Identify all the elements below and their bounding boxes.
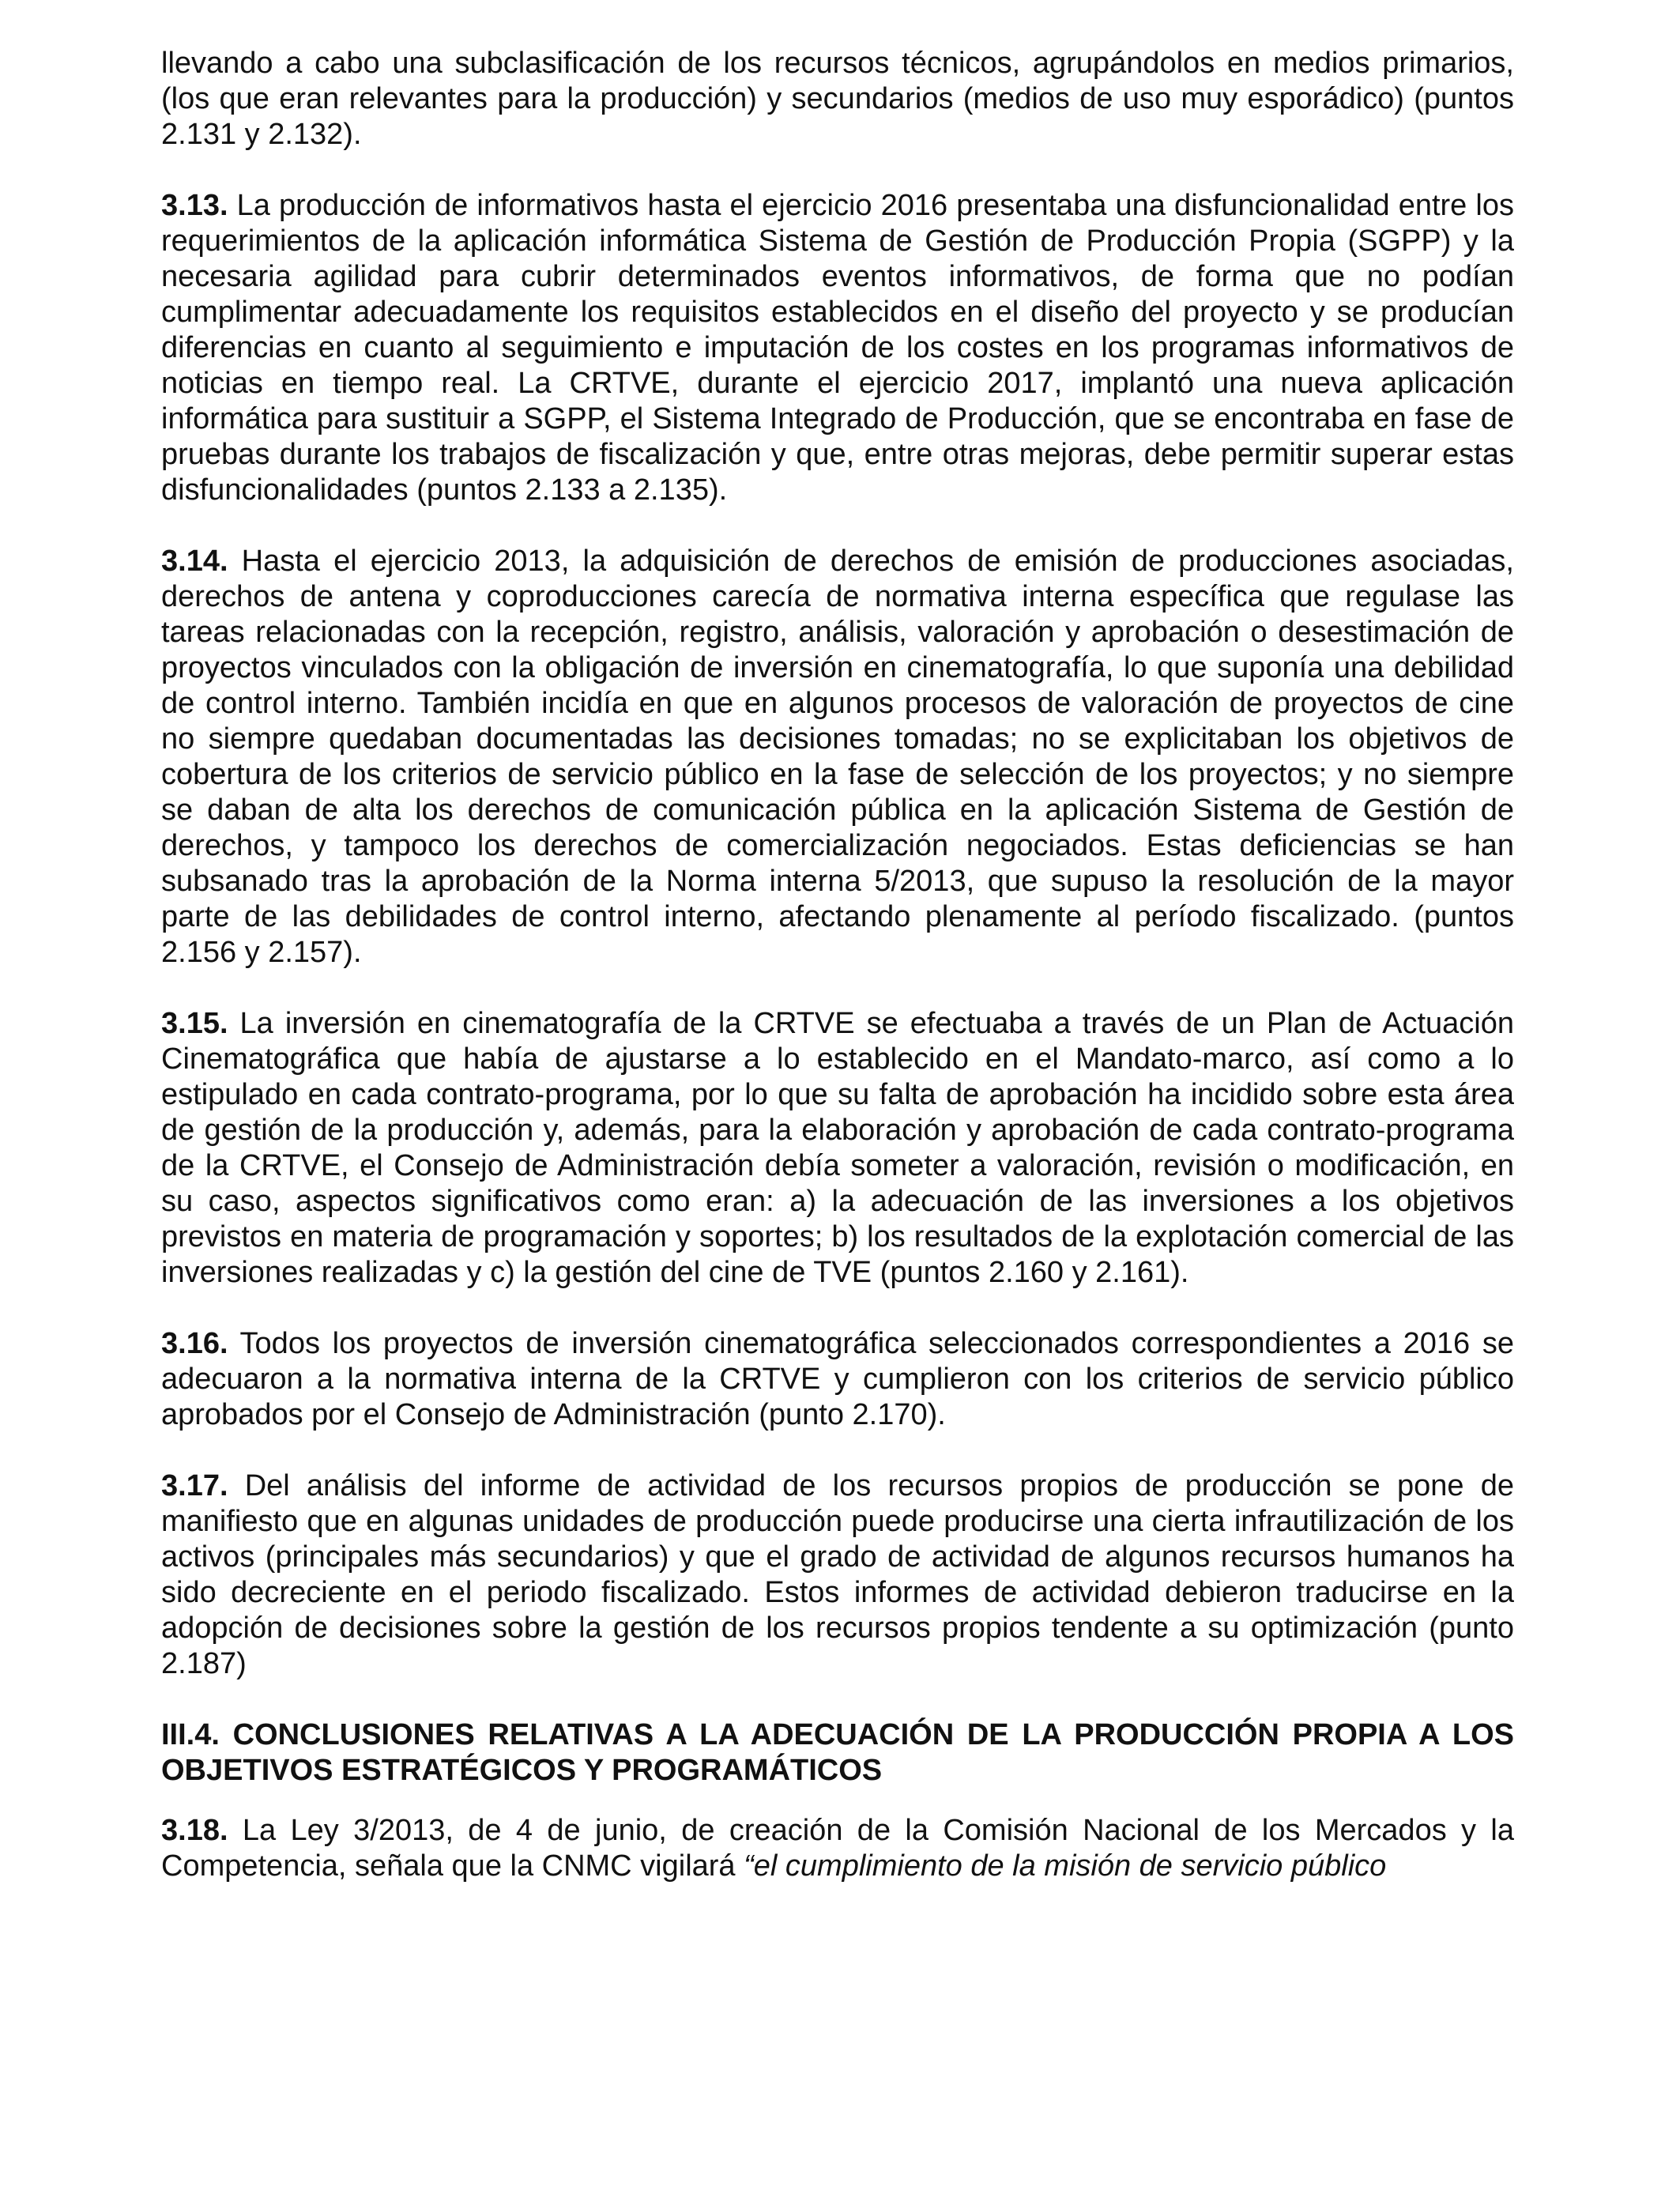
paragraph-3-13	[161, 188, 1514, 508]
paragraph-number: 3.17.	[161, 1469, 228, 1502]
paragraph-text: La Ley 3/2013, de 4 de junio, de creación de la Comisión Nacional de los Mercados y la Competencia, señala que la CNMC vigilará	[161, 1814, 1514, 1883]
paragraph-number: 3.16.	[161, 1327, 228, 1360]
document-page	[161, 46, 1514, 1920]
paragraph-text: Del análisis del informe de actividad de los recursos propios de producción se pone de manifiesto que en algunas unidades de producción puede producirse una cierta infrautilización de los activos (principales más secundarios) y que el grado de actividad de algunos recursos humanos ha sido decreciente en el periodo fiscalizado. Estos informes de actividad debieron traducirse en la adopción de decisiones sobre la gestión de los recursos propios tendente a su optimización (punto 2.187)	[161, 1469, 1514, 1680]
paragraph-number: 3.13.	[161, 189, 228, 222]
paragraph-3-16	[161, 1326, 1514, 1433]
quoted-text: “el cumplimiento de la misión de servicio público	[744, 1849, 1387, 1883]
paragraph-text: Todos los proyectos de inversión cinematográfica seleccionados correspondientes a 2016 se adecuaron a la normativa interna de la CRTVE y cumplieron con los criterios de servicio público aprobados por el Consejo de Administración (punto 2.170).	[161, 1327, 1514, 1431]
section-heading: III.4. CONCLUSIONES RELATIVAS A LA ADECUACIÓN DE LA PRODUCCIÓN PROPIA A LOS OBJETIVOS ESTRATÉGICOS Y PROGRAMÁTICOS	[161, 1718, 1514, 1787]
paragraph-text: Hasta el ejercicio 2013, la adquisición de derechos de emisión de producciones asociadas, derechos de antena y coproducciones carecía de normativa interna específica que regulase las tareas relacionadas con la recepción, registro, análisis, valoración y aprobación o desestimación de proyectos vinculados con la obligación de inversión en cinematografía, lo que suponía una debilidad de control interno. También incidía en que en algunos procesos de valoración de proyectos de cine no siempre quedaban documentadas las decisiones tomadas; no se explicitaban los objetivos de cobertura de los criterios de servicio público en la fase de selección de los proyectos; y no siempre se daban de alta los derechos de comunicación pública en la aplicación Sistema de Gestión de derechos, y tampoco los derechos de comercialización negociados. Estas deficiencias se han subsanado tras la aprobación de la Norma interna 5/2013, que supuso la resolución de la mayor parte de las debilidades de control interno, afectando plenamente al período fiscalizado. (puntos 2.156 y 2.157).	[161, 545, 1514, 969]
lead-paragraph: llevando a cabo una subclasificación de los recursos técnicos, agrupándolos en medios primarios, (los que eran relevantes para la producción) y secundarios (medios de uso muy esporádico) (puntos 2.131 y 2.132).	[161, 47, 1514, 151]
paragraph-text: La producción de informativos hasta el ejercicio 2016 presentaba una disfuncionalidad entre los requerimientos de la aplicación informática Sistema de Gestión de Producción Propia (SGPP) y la necesaria agilidad para cubrir determinados eventos informativos, de forma que no podían cumplimentar adecuadamente los requisitos establecidos en el diseño del proyecto y se producían diferencias en cuanto al seguimiento e imputación de los costes en los programas informativos de noticias en tiempo real. La CRTVE, durante el ejercicio 2017, implantó una nueva aplicación informática para sustituir a SGPP, el Sistema Integrado de Producción, que se encontraba en fase de pruebas durante los trabajos de fiscalización y que, entre otras mejoras, debe permitir superar estas disfuncionalidades (puntos 2.133 a 2.135).	[161, 189, 1514, 507]
paragraph-3-15	[161, 1006, 1514, 1291]
paragraph-3-18	[161, 1813, 1514, 1884]
paragraph-3-14	[161, 544, 1514, 971]
paragraph-text: La inversión en cinematografía de la CRTVE se efectuaba a través de un Plan de Actuación Cinematográfica que había de ajustarse a lo establecido en el Mandato-marco, así como a lo estipulado en cada contrato-programa, por lo que su falta de aprobación ha incidido sobre esta área de gestión de la producción y, además, para la elaboración y aprobación de cada contrato-programa de la CRTVE, el Consejo de Administración debía someter a valoración, revisión o modificación, en su caso, aspectos significativos como eran: a) la adecuación de las inversiones a los objetivos previstos en materia de programación y soportes; b) los resultados de la explotación comercial de las inversiones realizadas y c) la gestión del cine de TVE (puntos 2.160 y 2.161).	[161, 1007, 1514, 1289]
paragraph-number: 3.15.	[161, 1007, 228, 1040]
paragraph-3-17	[161, 1468, 1514, 1682]
paragraph-number: 3.18.	[161, 1814, 228, 1847]
paragraph-number: 3.14.	[161, 545, 228, 578]
